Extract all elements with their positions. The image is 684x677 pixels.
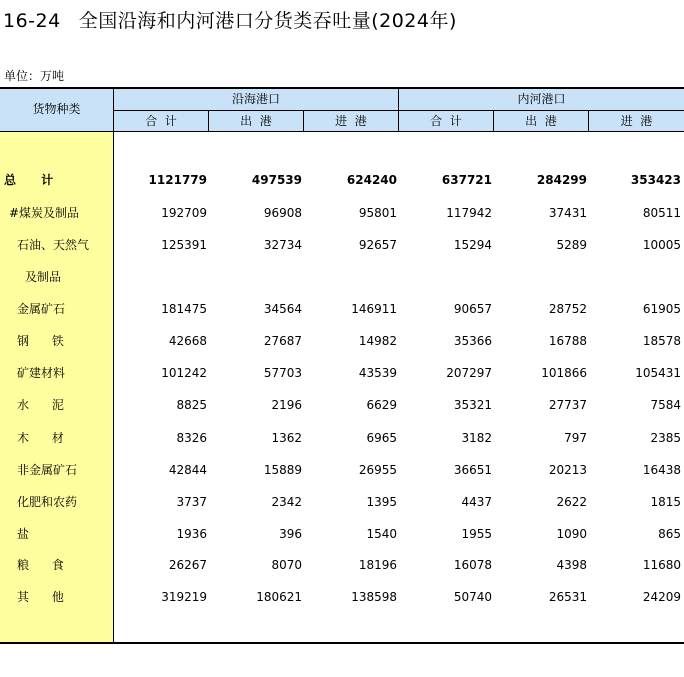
table-cell: 35366 <box>453 334 492 348</box>
table-cell: 11680 <box>642 558 681 572</box>
table-cell: 117942 <box>446 206 492 220</box>
table-cell: 96908 <box>263 206 302 220</box>
header-inland-total: 合 计 <box>430 114 462 128</box>
header-group-coastal: 沿海港口 <box>231 92 280 106</box>
table-cell: 353423 <box>630 173 681 187</box>
table-cell: 2196 <box>271 398 302 412</box>
table-cell: 396 <box>279 527 302 541</box>
row-label: 石油、天然气 <box>17 238 90 252</box>
table-cell: 7584 <box>650 398 681 412</box>
row-label: 钢 铁 <box>17 334 64 348</box>
table-cell: 3182 <box>461 431 492 445</box>
table-cell: 61905 <box>642 302 681 316</box>
row-label: 总 计 <box>4 173 54 187</box>
table-top-rule <box>0 87 684 89</box>
table-bottom-rule <box>0 642 684 644</box>
page-title <box>3 6 457 33</box>
table-cell: 26267 <box>168 558 207 572</box>
header-coastal-total: 合 计 <box>145 114 177 128</box>
table-cell: 27737 <box>548 398 587 412</box>
table-cell: 2385 <box>650 431 681 445</box>
table-cell: 27687 <box>263 334 302 348</box>
table-cell: 18578 <box>642 334 681 348</box>
table-cell: 90657 <box>453 302 492 316</box>
table-cell: 2622 <box>556 495 587 509</box>
header-inland-outbound: 出 港 <box>525 114 557 128</box>
table-cell: 15294 <box>453 238 492 252</box>
header-coastal-outbound: 出 港 <box>240 114 272 128</box>
table-cell: 34564 <box>263 302 302 316</box>
table-cell: 2342 <box>271 495 302 509</box>
table-cell: 95801 <box>358 206 397 220</box>
table-cell: 35321 <box>453 398 492 412</box>
table-cell: 8070 <box>271 558 302 572</box>
table-cell: 1395 <box>366 495 397 509</box>
table-cell: 14982 <box>358 334 397 348</box>
table-cell: 1121779 <box>148 173 207 187</box>
table-cell: 3737 <box>176 495 207 509</box>
table-cell: 319219 <box>161 590 207 604</box>
table-cell: 497539 <box>251 173 302 187</box>
table-cell: 284299 <box>536 173 587 187</box>
row-label: 水 泥 <box>17 398 64 412</box>
row-label: 矿建材料 <box>17 366 66 380</box>
header-category: 货物种类 <box>32 102 81 116</box>
table-cell: 180621 <box>256 590 302 604</box>
table-title: 全国沿海和内河港口分货类吞吐量(2024年) <box>78 10 457 32</box>
table-cell: 8326 <box>176 431 207 445</box>
table-cell: 146911 <box>351 302 397 316</box>
table-cell: 624240 <box>346 173 397 187</box>
table-number: 16-24 <box>3 10 61 32</box>
table-cell: 10005 <box>642 238 681 252</box>
row-label: 及制品 <box>25 270 62 284</box>
header-bottom-rule <box>0 131 684 132</box>
table-cell: 43539 <box>358 366 397 380</box>
table-cell: 16788 <box>548 334 587 348</box>
table-cell: 797 <box>564 431 587 445</box>
table-cell: 92657 <box>358 238 397 252</box>
table-cell: 1090 <box>556 527 587 541</box>
table-cell: 37431 <box>548 206 587 220</box>
table-cell: 20213 <box>548 463 587 477</box>
table-cell: 24209 <box>642 590 681 604</box>
header-coastal-inbound: 进 港 <box>335 114 367 128</box>
table-cell: 6629 <box>366 398 397 412</box>
row-label: 其 他 <box>17 590 64 604</box>
row-label: 木 材 <box>17 431 64 445</box>
table-cell: 80511 <box>642 206 681 220</box>
row-label: 金属矿石 <box>17 302 66 316</box>
table-cell: 16438 <box>642 463 681 477</box>
table-cell: 138598 <box>351 590 397 604</box>
table-cell: 42844 <box>168 463 207 477</box>
table-cell: 865 <box>658 527 681 541</box>
table-cell: 101866 <box>541 366 587 380</box>
table-cell: 36651 <box>453 463 492 477</box>
header-group-inland: 内河港口 <box>517 92 566 106</box>
table-cell: 1936 <box>176 527 207 541</box>
table-cell: 32734 <box>263 238 302 252</box>
table-cell: 1362 <box>271 431 302 445</box>
table-cell: 192709 <box>161 206 207 220</box>
table-cell: 4398 <box>556 558 587 572</box>
table-cell: 50740 <box>453 590 492 604</box>
table-cell: 26531 <box>548 590 587 604</box>
table-cell: 101242 <box>161 366 207 380</box>
table-cell: 57703 <box>263 366 302 380</box>
row-label: 化肥和农药 <box>17 495 78 509</box>
table-cell: 18196 <box>358 558 397 572</box>
table-cell: 16078 <box>453 558 492 572</box>
table-cell: 4437 <box>461 495 492 509</box>
table-cell: 42668 <box>168 334 207 348</box>
table-cell: 8825 <box>176 398 207 412</box>
header-inland-inbound: 进 港 <box>620 114 653 128</box>
table-cell: 207297 <box>446 366 492 380</box>
unit-label: 单位：万吨 <box>4 69 65 83</box>
table-cell: 125391 <box>161 238 207 252</box>
table-cell: 5289 <box>556 238 587 252</box>
row-label: 粮 食 <box>17 558 64 572</box>
row-label: #煤炭及制品 <box>9 206 80 220</box>
table-cell: 1815 <box>650 495 681 509</box>
table-cell: 1540 <box>366 527 397 541</box>
table-cell: 6965 <box>366 431 397 445</box>
table-cell: 15889 <box>263 463 302 477</box>
table-cell: 26955 <box>358 463 397 477</box>
category-divider <box>113 89 114 643</box>
table-cell: 637721 <box>441 173 492 187</box>
row-label: 盐 <box>17 527 30 541</box>
table-cell: 28752 <box>548 302 587 316</box>
table-cell: 181475 <box>161 302 207 316</box>
table-cell: 105431 <box>635 366 681 380</box>
row-label: 非金属矿石 <box>17 463 78 477</box>
table-cell: 1955 <box>461 527 492 541</box>
